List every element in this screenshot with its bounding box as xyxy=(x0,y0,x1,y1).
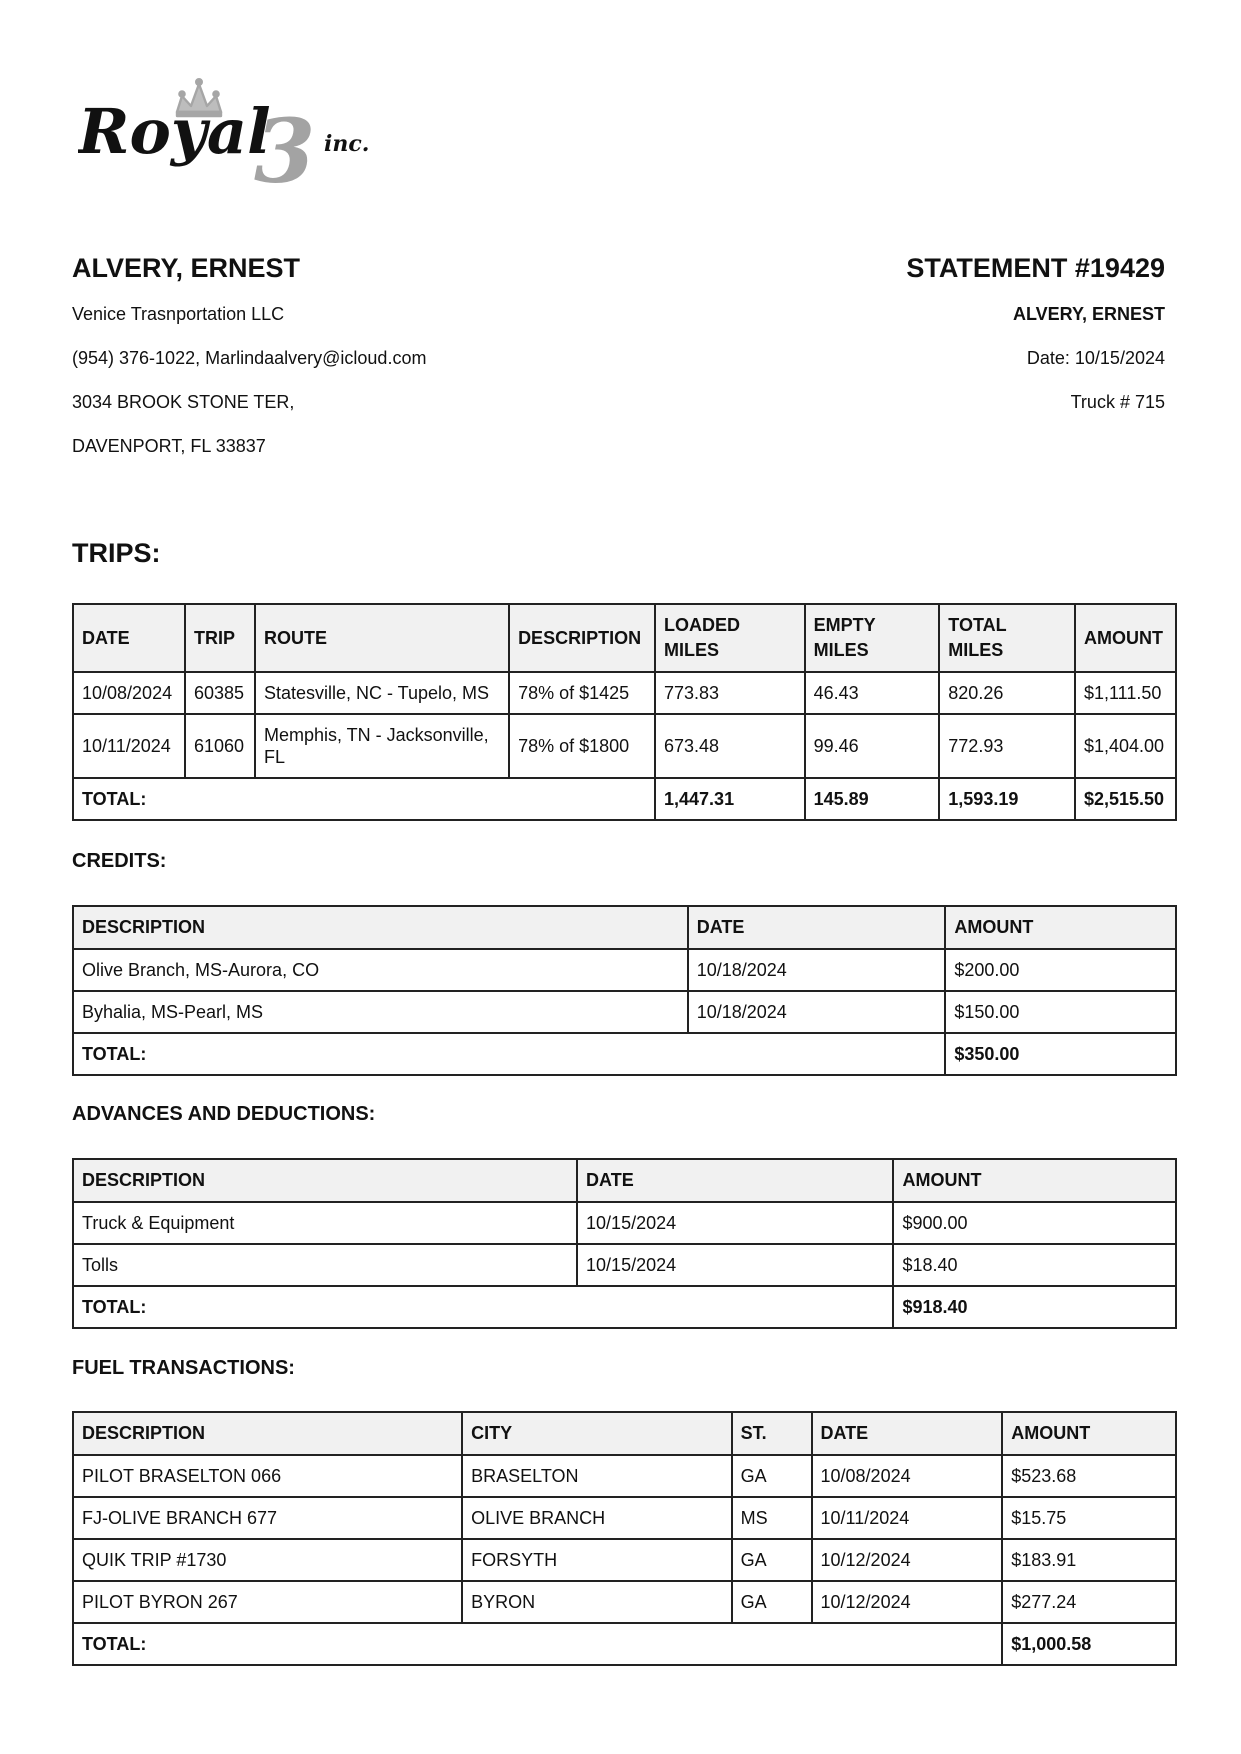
company-name: Venice Trasnportation LLC xyxy=(72,304,285,324)
trips-table xyxy=(72,603,1177,821)
total-label: TOTAL: xyxy=(73,1286,893,1328)
col-header: DATE xyxy=(73,604,185,672)
table-cell: $277.24 xyxy=(1002,1581,1176,1623)
table-cell: 60385 xyxy=(185,672,255,714)
credits-header-row xyxy=(73,906,1176,949)
table-cell: Byhalia, MS-Pearl, MS xyxy=(73,991,688,1033)
table-cell: Truck & Equipment xyxy=(73,1202,577,1244)
table-row xyxy=(73,949,1176,991)
col-header: ST. xyxy=(732,1412,812,1455)
table-cell: 10/08/2024 xyxy=(73,672,185,714)
table-cell: 10/15/2024 xyxy=(577,1244,893,1286)
table-cell: 78% of $1425 xyxy=(509,672,655,714)
total-empty-miles: 145.89 xyxy=(805,778,940,820)
trips-header-row xyxy=(73,604,1176,672)
svg-text:Royal: Royal xyxy=(78,95,271,168)
table-cell: 820.26 xyxy=(939,672,1075,714)
table-cell: FJ-OLIVE BRANCH 677 xyxy=(73,1497,462,1539)
table-cell: $150.00 xyxy=(945,991,1176,1033)
total-amount: $350.00 xyxy=(945,1033,1176,1075)
table-row xyxy=(73,714,1176,778)
col-header: TOTAL MILES xyxy=(939,604,1075,672)
address-line-2: DAVENPORT, FL 33837 xyxy=(72,436,266,456)
trips-total-row xyxy=(73,778,1176,820)
svg-text:3: 3 xyxy=(254,99,316,190)
table-cell: 99.46 xyxy=(805,714,940,778)
table-cell: $18.40 xyxy=(893,1244,1176,1286)
table-cell: 61060 xyxy=(185,714,255,778)
table-cell: $15.75 xyxy=(1002,1497,1176,1539)
table-cell: Olive Branch, MS-Aurora, CO xyxy=(73,949,688,991)
table-cell: PILOT BRASELTON 066 xyxy=(73,1455,462,1497)
driver-info xyxy=(72,251,672,479)
fuel-table xyxy=(72,1411,1177,1666)
address-line-1: 3034 BROOK STONE TER, xyxy=(72,392,295,412)
col-header: DESCRIPTION xyxy=(73,1159,577,1202)
table-cell: 10/08/2024 xyxy=(812,1455,1003,1497)
statement-info xyxy=(665,251,1165,435)
table-cell: 773.83 xyxy=(655,672,805,714)
credits-title: CREDITS: xyxy=(72,850,167,872)
col-header: AMOUNT xyxy=(1002,1412,1176,1455)
col-header: AMOUNT xyxy=(1075,604,1176,672)
table-cell: Tolls xyxy=(73,1244,577,1286)
advances-table xyxy=(72,1158,1177,1329)
svg-text:inc.: inc. xyxy=(324,131,370,157)
credits-total-row xyxy=(73,1033,1176,1075)
table-row xyxy=(73,991,1176,1033)
driver-name: ALVERY, ERNEST xyxy=(72,253,301,283)
total-amount: $1,000.58 xyxy=(1002,1623,1176,1665)
col-header: DATE xyxy=(577,1159,893,1202)
table-cell: 10/18/2024 xyxy=(688,991,946,1033)
table-cell: 10/12/2024 xyxy=(812,1581,1003,1623)
table-cell: 10/15/2024 xyxy=(577,1202,893,1244)
total-amount: $918.40 xyxy=(893,1286,1176,1328)
fuel-total-row xyxy=(73,1623,1176,1665)
royal3-logo-graphic xyxy=(78,78,388,190)
table-cell: 10/12/2024 xyxy=(812,1539,1003,1581)
advances-total-row xyxy=(73,1286,1176,1328)
statement-name: ALVERY, ERNEST xyxy=(1012,304,1165,324)
total-miles: 1,593.19 xyxy=(939,778,1075,820)
table-row xyxy=(73,1202,1176,1244)
table-cell: 772.93 xyxy=(939,714,1075,778)
table-cell: $1,111.50 xyxy=(1075,672,1176,714)
table-cell: $183.91 xyxy=(1002,1539,1176,1581)
col-header: LOADED MILES xyxy=(655,604,805,672)
advances-title: ADVANCES AND DEDUCTIONS: xyxy=(72,1103,376,1125)
table-cell: GA xyxy=(732,1539,812,1581)
table-row xyxy=(73,1455,1176,1497)
table-cell: 10/18/2024 xyxy=(688,949,946,991)
table-cell: Statesville, NC - Tupelo, MS xyxy=(255,672,509,714)
table-row xyxy=(73,672,1176,714)
table-cell: 673.48 xyxy=(655,714,805,778)
credits-table xyxy=(72,905,1177,1076)
total-label: TOTAL: xyxy=(73,1033,945,1075)
statement-title: STATEMENT #19429 xyxy=(906,253,1165,283)
table-cell: 78% of $1800 xyxy=(509,714,655,778)
fuel-header-row xyxy=(73,1412,1176,1455)
table-cell: GA xyxy=(732,1581,812,1623)
col-header: DESCRIPTION xyxy=(73,906,688,949)
col-header: AMOUNT xyxy=(945,906,1176,949)
col-header: TRIP xyxy=(185,604,255,672)
table-row xyxy=(73,1497,1176,1539)
table-row xyxy=(73,1581,1176,1623)
truck-number: Truck # 715 xyxy=(1070,392,1165,412)
table-cell: $200.00 xyxy=(945,949,1176,991)
table-cell: $523.68 xyxy=(1002,1455,1176,1497)
table-cell: PILOT BYRON 267 xyxy=(73,1581,462,1623)
trips-title: TRIPS: xyxy=(72,538,161,568)
table-cell: MS xyxy=(732,1497,812,1539)
col-header: DATE xyxy=(812,1412,1003,1455)
col-header: DESCRIPTION xyxy=(73,1412,462,1455)
col-header: EMPTY MILES xyxy=(805,604,940,672)
table-cell: 10/11/2024 xyxy=(812,1497,1003,1539)
advances-header-row xyxy=(73,1159,1176,1202)
table-cell: OLIVE BRANCH xyxy=(462,1497,732,1539)
statement-date: Date: 10/15/2024 xyxy=(1026,348,1165,368)
table-cell: 46.43 xyxy=(805,672,940,714)
table-cell: $900.00 xyxy=(893,1202,1176,1244)
table-row xyxy=(73,1244,1176,1286)
col-header: ROUTE xyxy=(255,604,509,672)
table-cell: GA xyxy=(732,1455,812,1497)
table-cell: Memphis, TN - Jacksonville, FL xyxy=(255,714,509,778)
col-header: CITY xyxy=(462,1412,732,1455)
col-header: AMOUNT xyxy=(893,1159,1176,1202)
fuel-title: FUEL TRANSACTIONS: xyxy=(72,1357,295,1379)
contact-info: (954) 376-1022, Marlindaalvery@icloud.com xyxy=(72,348,427,368)
table-cell: BYRON xyxy=(462,1581,732,1623)
table-cell: BRASELTON xyxy=(462,1455,732,1497)
total-label: TOTAL: xyxy=(73,1623,1002,1665)
total-label: TOTAL: xyxy=(73,778,655,820)
col-header: DATE xyxy=(688,906,946,949)
col-header: DESCRIPTION xyxy=(509,604,655,672)
total-loaded-miles: 1,447.31 xyxy=(655,778,805,820)
total-amount: $2,515.50 xyxy=(1075,778,1176,820)
company-logo xyxy=(78,78,388,190)
table-cell: QUIK TRIP #1730 xyxy=(73,1539,462,1581)
table-cell: FORSYTH xyxy=(462,1539,732,1581)
table-cell: $1,404.00 xyxy=(1075,714,1176,778)
table-cell: 10/11/2024 xyxy=(73,714,185,778)
table-row xyxy=(73,1539,1176,1581)
